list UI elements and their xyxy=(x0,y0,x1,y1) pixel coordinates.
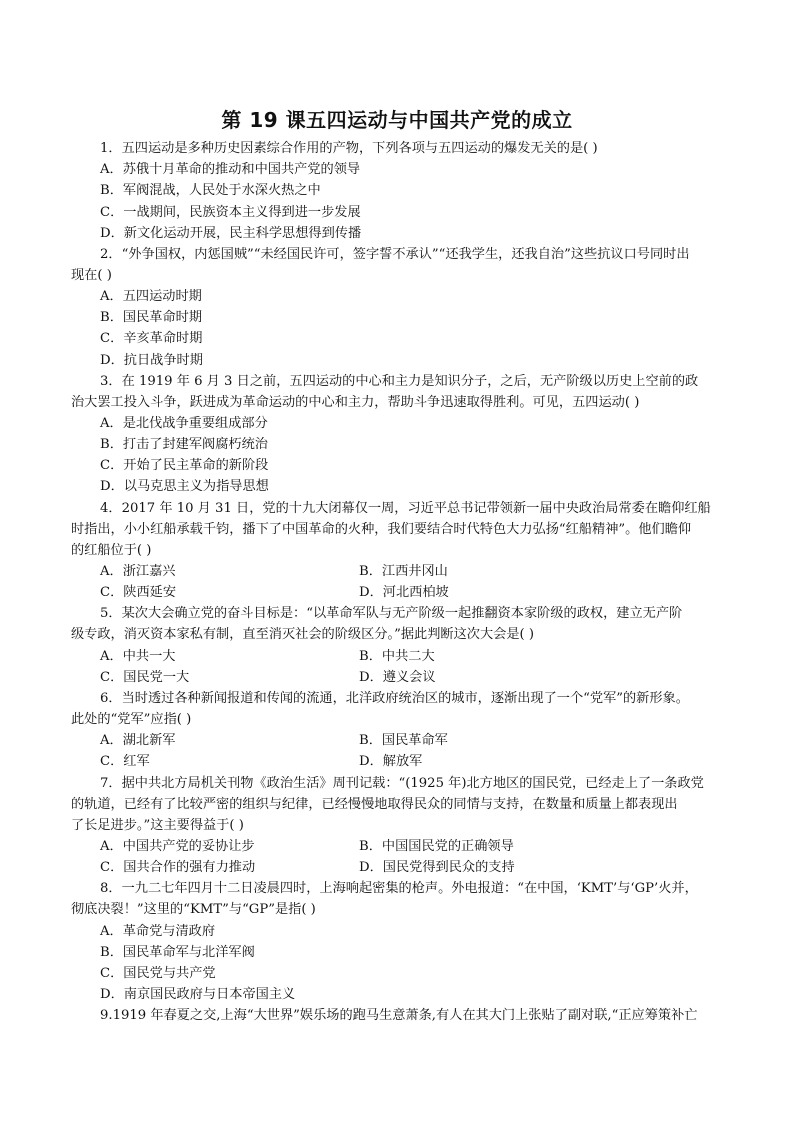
page-title: 第 19 课五四运动与中国共产党的成立 xyxy=(221,108,573,132)
option-label: B． xyxy=(100,944,123,960)
question-stem: 4．2017 年 10 月 31 日，党的十九大闭幕仅一周，习近平总书记带领新一届中央政治局常委在瞻仰红船 xyxy=(100,500,711,516)
answer-option xyxy=(100,730,175,751)
option-label: C． xyxy=(100,585,124,601)
option-label: D． xyxy=(100,479,124,495)
answer-option xyxy=(100,307,202,328)
option-text: 江西井冈山 xyxy=(381,564,448,579)
answer-option xyxy=(100,857,255,878)
option-label: C． xyxy=(100,331,124,347)
option-text: 国民党一大 xyxy=(123,669,190,685)
answer-option xyxy=(100,180,321,201)
option-text: 中国共产党的妥协让步 xyxy=(122,838,255,854)
answer-option xyxy=(359,751,422,772)
option-label: A． xyxy=(100,564,123,579)
option-label: C． xyxy=(100,458,124,474)
option-text: 革命党与清政府 xyxy=(122,923,216,939)
option-text: 一战期间，民族资本主义得到进一步发展 xyxy=(123,204,361,220)
answer-option xyxy=(100,836,255,857)
option-text: 苏俄十月革命的推动和中国共产党的领导 xyxy=(122,162,361,178)
option-text: 辛亥革命时期 xyxy=(123,331,203,347)
answer-option xyxy=(100,582,176,603)
answer-option xyxy=(100,286,202,307)
option-text: 开始了民主革命的新阶段 xyxy=(123,458,269,474)
option-label: A． xyxy=(100,289,123,305)
question-stem: 5．某次大会确立党的奋斗目标是：“以革命军队与无产阶级一起推翻资本家阶级的政权，建立无产阶 xyxy=(100,606,683,622)
option-label: B． xyxy=(359,564,382,579)
option-label: A． xyxy=(100,733,123,749)
answer-option xyxy=(100,942,255,963)
option-text: 国民党与共产党 xyxy=(123,965,216,981)
option-text: 国民党得到民众的支持 xyxy=(382,860,515,876)
option-label: D． xyxy=(100,987,124,1002)
answer-option xyxy=(100,350,203,371)
option-text: 国民革命军与北洋军阀 xyxy=(122,944,255,960)
answer-option xyxy=(100,921,215,942)
option-text: 中共一大 xyxy=(122,648,176,664)
option-text: 湖北新军 xyxy=(122,733,176,749)
option-text: 五四运动时期 xyxy=(122,289,202,305)
answer-option xyxy=(100,667,189,688)
option-text: 遵义会议 xyxy=(382,669,436,685)
question-stem: 2．“外争国权，内惩国贼”“未经国民许可，签字誓不承认”“还我学生，还我自治”这些抗议口号同时出 xyxy=(100,246,690,262)
answer-option xyxy=(100,963,216,984)
option-text: 打击了封建军阀腐朽统治 xyxy=(122,437,268,453)
answer-option xyxy=(100,223,361,244)
answer-option xyxy=(100,646,175,667)
question-stem: 7．据中共北方局机关刊物《政治生活》周刊记载：“(1925 年)北方地区的国民党，已经走上了一条政党 xyxy=(100,775,704,791)
answer-option xyxy=(359,730,448,751)
option-label: D． xyxy=(359,669,383,685)
answer-option xyxy=(100,413,268,434)
option-text: 军阀混战，人民处于水深火热之中 xyxy=(122,183,321,199)
option-text: 国共合作的强有力推动 xyxy=(123,860,256,876)
option-label: D． xyxy=(359,860,383,876)
question-stem: 现在( ) xyxy=(71,267,112,283)
question-stem: 此处的“党军”应指( ) xyxy=(71,712,192,727)
question-stem: 3．在 1919 年 6 月 3 日之前，五四运动的中心和主力是知识分子，之后，无产阶级以历史上空前的政 xyxy=(100,373,699,389)
option-label: B． xyxy=(100,437,123,453)
answer-option xyxy=(359,836,514,857)
question-stem: 1．五四运动是多种历史因素综合作用的产物，下列各项与五四运动的爆发无关的是( ) xyxy=(100,141,598,156)
option-label: B． xyxy=(359,733,382,749)
option-label: D． xyxy=(359,585,383,601)
option-label: D． xyxy=(359,754,383,770)
question-stem: 了长足进步。”这主要得益于( ) xyxy=(71,817,244,833)
question-stem: 的轨道，已经有了比较严密的组织与纪律，已经慢慢地取得民众的同情与支持，在数量和质量上都表现出 xyxy=(71,796,678,812)
answer-option xyxy=(100,984,295,1005)
option-label: B． xyxy=(359,648,382,664)
option-text: 浙江嘉兴 xyxy=(122,564,176,579)
option-label: C． xyxy=(100,669,124,685)
question-stem: 级专政，消灭资本家私有制，直至消灭社会的阶级区分。”据此判断这次大会是( ) xyxy=(71,627,534,643)
option-text: 新文化运动开展，民主科学思想得到传播 xyxy=(123,225,362,241)
answer-option xyxy=(100,202,361,223)
option-text: 中国国民党的正确领导 xyxy=(381,838,514,854)
answer-option xyxy=(100,476,269,497)
option-text: 国民革命军 xyxy=(381,733,448,749)
question-stem: 的红船位于( ) xyxy=(71,542,152,558)
answer-option xyxy=(100,561,175,582)
answer-option xyxy=(359,561,448,582)
answer-option xyxy=(100,455,268,476)
option-text: 是北伐战争重要组成部分 xyxy=(122,415,268,431)
question-stem: 6．当时透过各种新闻报道和传闻的流通，北洋政府统治区的城市，逐渐出现了一个“党军”的新形象。 xyxy=(100,690,689,706)
answer-option xyxy=(100,328,202,349)
option-label: C． xyxy=(100,204,124,220)
question-stem: 治大罢工投入斗争，跃进成为革命运动的中心和主力，帮助斗争迅速取得胜利。可见，五四运动( ) xyxy=(71,394,640,410)
option-label: D． xyxy=(100,225,124,241)
option-text: 南京国民政府与日本帝国主义 xyxy=(123,987,296,1002)
option-text: 中共二大 xyxy=(381,648,435,664)
answer-option xyxy=(100,434,268,455)
option-text: 解放军 xyxy=(382,754,423,770)
option-text: 河北西柏坡 xyxy=(382,585,449,601)
question-stem: 8．一九二七年四月十二日凌晨四时，上海响起密集的枪声。外电报道：“在中国，‘KMT’与‘GP’火并， xyxy=(100,881,698,897)
answer-option xyxy=(359,646,435,667)
option-label: B． xyxy=(100,183,123,199)
answer-option xyxy=(359,857,515,878)
question-stem: 9.1919 年春夏之交,上海“大世界”娱乐场的跑马生意萧条,有人在其大门上张贴了副对联,“正应筹策补亡 xyxy=(100,1008,698,1024)
option-label: A． xyxy=(100,838,123,854)
option-text: 以马克思主义为指导思想 xyxy=(123,479,269,495)
option-label: C． xyxy=(100,860,124,876)
option-label: D． xyxy=(100,352,124,368)
option-label: B． xyxy=(100,310,123,326)
answer-option xyxy=(359,582,449,603)
option-label: B． xyxy=(359,838,382,854)
option-text: 红军 xyxy=(123,754,150,770)
option-label: C． xyxy=(100,754,124,770)
option-text: 抗日战争时期 xyxy=(123,352,203,368)
option-label: A． xyxy=(100,162,123,178)
question-stem: 时指出，小小红船承载千钧，播下了中国革命的火种，我们要结合时代特色大力弘扬“红船精神”。他们瞻仰 xyxy=(71,521,692,537)
option-text: 陕西延安 xyxy=(123,585,177,601)
option-label: A． xyxy=(100,648,123,664)
option-label: A． xyxy=(100,415,123,431)
question-stem: 彻底决裂！”这里的“KMT”与“GP”是指( ) xyxy=(71,902,316,918)
answer-option xyxy=(359,667,436,688)
option-label: C． xyxy=(100,965,124,981)
answer-option xyxy=(100,159,360,180)
answer-option xyxy=(100,751,150,772)
option-text: 国民革命时期 xyxy=(122,310,203,326)
option-label: A． xyxy=(100,923,123,939)
